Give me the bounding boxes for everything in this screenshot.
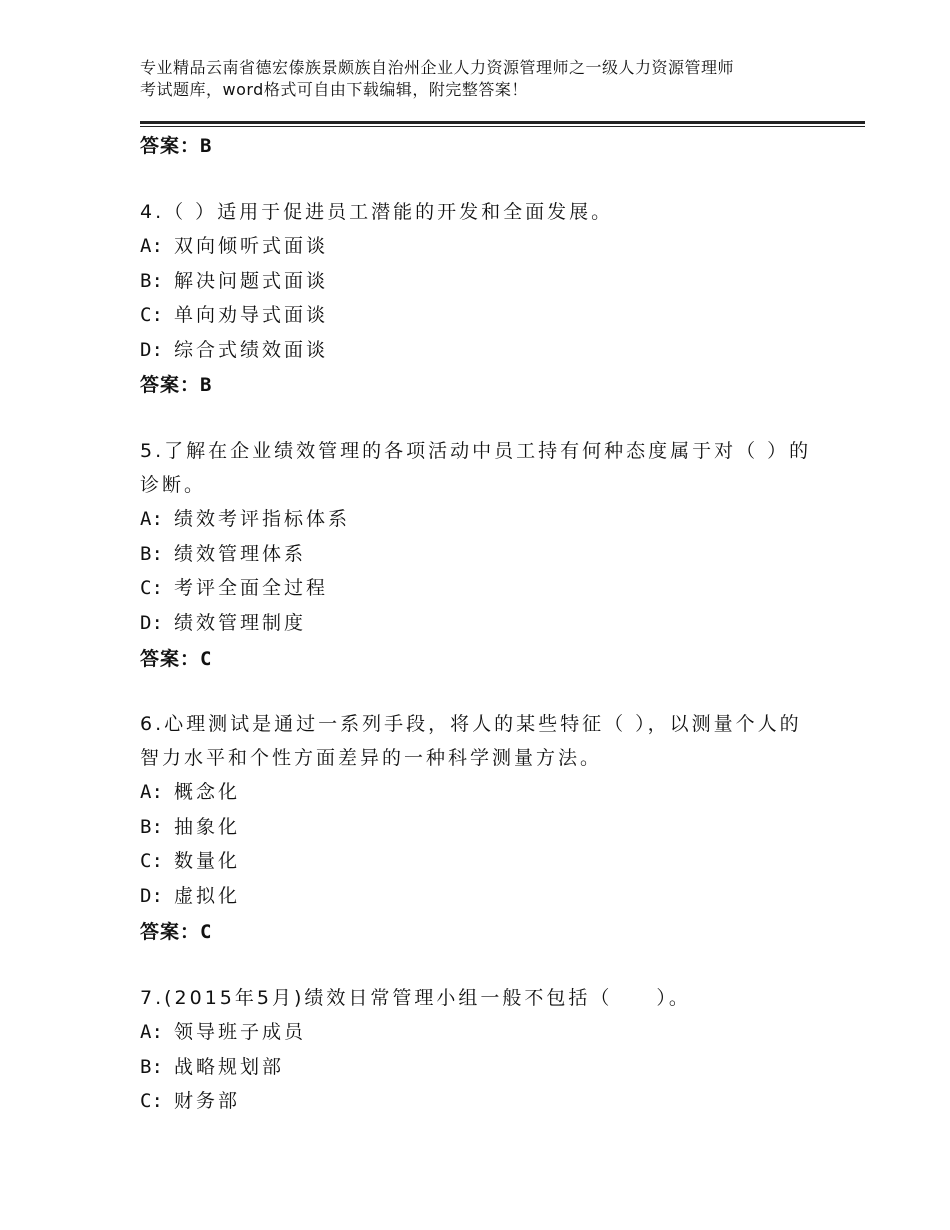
option-text: 解决问题式面谈: [174, 269, 329, 292]
option-key: B:: [140, 815, 163, 838]
option-c: [140, 844, 820, 879]
answer-label: 答案：: [140, 921, 201, 943]
option-key: B:: [140, 269, 163, 292]
option-text: 绩效管理体系: [174, 542, 307, 565]
answer-value: C: [200, 648, 213, 670]
question-stem: [140, 707, 820, 775]
answer-label: 答案：: [140, 374, 201, 396]
option-key: C:: [140, 850, 163, 872]
question-stem: [140, 981, 820, 1015]
option-key: C:: [140, 577, 163, 599]
option-key: D:: [140, 611, 163, 634]
option-key: D:: [140, 338, 163, 361]
option-key: B:: [140, 1055, 163, 1078]
answer-label: 答案：: [140, 135, 201, 157]
answer-value: B: [200, 135, 213, 157]
option-a: [140, 502, 820, 537]
option-d: [140, 879, 820, 914]
option-text: 双向倾听式面谈: [174, 235, 329, 257]
option-text: 领导班子成员: [174, 1021, 307, 1043]
stem-line: 5.了解在企业绩效管理的各项活动中员工持有何种态度属于对（ ）的: [140, 440, 812, 462]
option-text: 财务部: [174, 1090, 241, 1112]
option-a: [140, 1015, 820, 1050]
stem-line: 诊断。: [140, 474, 207, 496]
option-text: 数量化: [174, 850, 241, 872]
option-c: [140, 298, 820, 333]
option-d: [140, 606, 820, 641]
stem-line: 7.(2015年5月)绩效日常管理小组一般不包括（ ）。: [140, 987, 691, 1009]
option-key: B:: [140, 542, 163, 565]
question-7: [140, 981, 820, 1119]
stem-line: 6.心理测试是通过一系列手段，将人的某些特征（ ），以测量个人的: [140, 713, 802, 735]
question-stem: [140, 195, 820, 229]
option-b: [140, 264, 820, 299]
answer-5: [140, 644, 212, 671]
stem-line: 4.（ ）适用于促进员工潜能的开发和全面发展。: [140, 201, 614, 223]
header-line-2: 考试题库，word格式可自由下载编辑，附完整答案！: [140, 80, 528, 99]
option-key: A:: [140, 508, 163, 530]
option-b: [140, 537, 820, 572]
option-text: 战略规划部: [174, 1055, 285, 1078]
option-c: [140, 1084, 820, 1119]
header-divider-thin: [140, 126, 865, 127]
answer-6: [140, 917, 212, 944]
answer-value: B: [200, 374, 213, 396]
option-text: 概念化: [174, 781, 241, 803]
option-key: A:: [140, 1021, 163, 1043]
option-a: [140, 229, 820, 264]
option-text: 综合式绩效面谈: [174, 338, 329, 361]
header-line-1: 专业精品云南省德宏傣族景颇族自治州企业人力资源管理师之一级人力资源管理师: [140, 58, 735, 77]
option-d: [140, 333, 820, 368]
document-header: [140, 57, 830, 101]
option-text: 单向劝导式面谈: [174, 304, 329, 326]
answer-4: [140, 370, 212, 397]
question-4: [140, 195, 820, 367]
option-text: 考评全面全过程: [174, 577, 329, 599]
question-stem: [140, 434, 820, 502]
option-b: [140, 1050, 820, 1085]
option-text: 虚拟化: [174, 884, 241, 907]
option-text: 绩效管理制度: [174, 611, 307, 634]
option-a: [140, 775, 820, 810]
answer-previous: [140, 131, 212, 158]
stem-line: 智力水平和个性方面差异的一种科学测量方法。: [140, 747, 603, 769]
option-text: 绩效考评指标体系: [174, 508, 351, 530]
question-6: [140, 707, 820, 913]
option-text: 抽象化: [174, 815, 241, 838]
header-divider-thick: [140, 121, 865, 124]
answer-label: 答案：: [140, 648, 201, 670]
option-b: [140, 810, 820, 845]
option-key: D:: [140, 884, 163, 907]
answer-value: C: [200, 921, 213, 943]
option-key: A:: [140, 235, 163, 257]
question-5: [140, 434, 820, 640]
option-key: A:: [140, 781, 163, 803]
option-c: [140, 571, 820, 606]
option-key: C:: [140, 1090, 163, 1112]
option-key: C:: [140, 304, 163, 326]
